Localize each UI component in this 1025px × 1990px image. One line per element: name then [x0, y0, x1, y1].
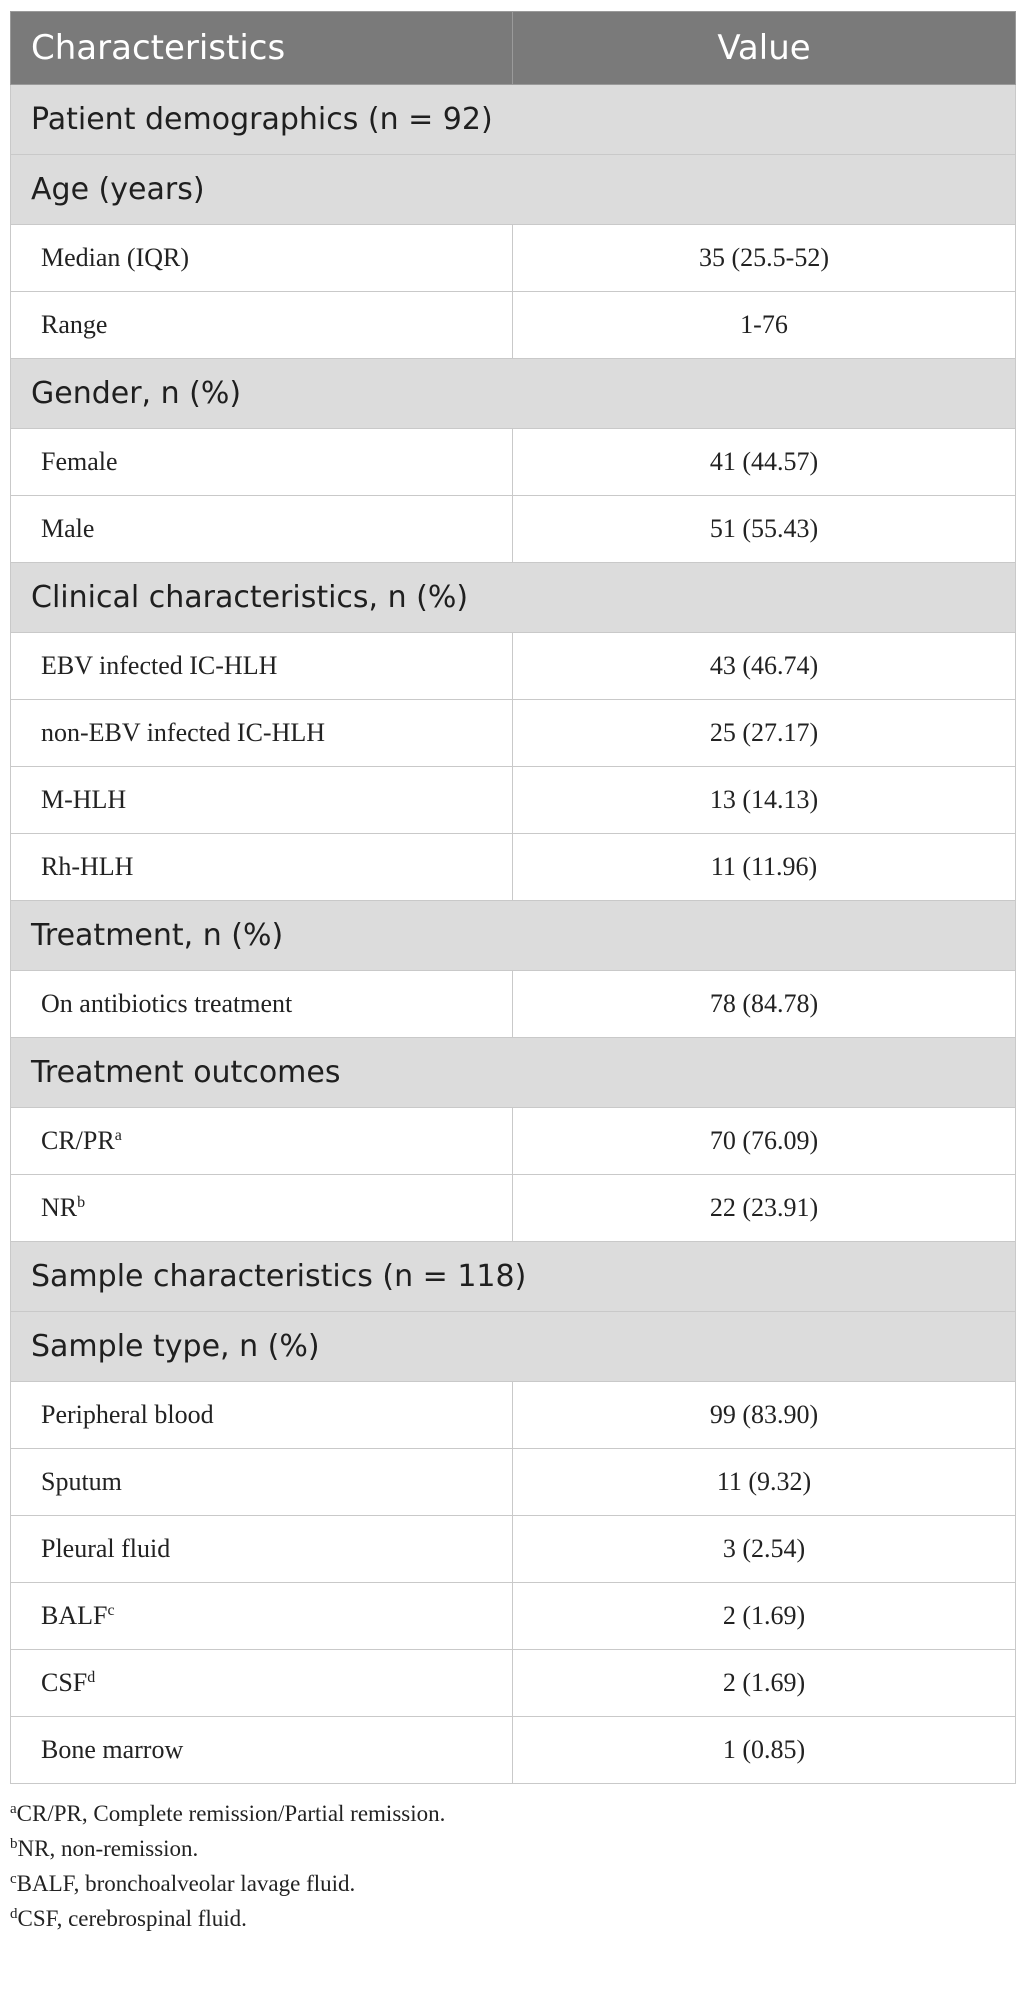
table-row	[11, 767, 1016, 834]
row-label-cell	[11, 1516, 513, 1583]
row-label: Male	[41, 514, 95, 543]
row-value: 25 (27.17)	[513, 700, 1016, 767]
row-label: non-EBV infected IC-HLH	[41, 718, 326, 747]
footnote-text: BALF, bronchoalveolar lavage fluid.	[16, 1871, 356, 1896]
footnote-marker: d	[87, 1669, 96, 1686]
section-heading: Age (years)	[11, 155, 1016, 225]
row-label-cell	[11, 1583, 513, 1650]
footnote-text: CSF, cerebrospinal fluid.	[17, 1906, 247, 1931]
section-heading: Sample characteristics (n = 118)	[11, 1242, 1016, 1312]
row-label: CSF	[41, 1668, 88, 1697]
section-row	[11, 563, 1016, 633]
row-label: M-HLH	[41, 785, 127, 814]
table-row	[11, 633, 1016, 700]
table-row	[11, 292, 1016, 359]
section-heading: Patient demographics (n = 92)	[11, 85, 1016, 155]
row-label-cell	[11, 225, 513, 292]
table-row	[11, 971, 1016, 1038]
section-row	[11, 901, 1016, 971]
table-row	[11, 429, 1016, 496]
row-label-cell	[11, 1449, 513, 1516]
row-label: EBV infected IC-HLH	[41, 651, 278, 680]
table-row	[11, 1516, 1016, 1583]
footnote-item	[10, 1901, 1015, 1936]
footnote-text: NR, non-remission.	[17, 1836, 199, 1861]
section-heading: Gender, n (%)	[11, 359, 1016, 429]
footnote-mark: d	[10, 1906, 18, 1922]
row-label-cell	[11, 633, 513, 700]
row-value: 3 (2.54)	[513, 1516, 1016, 1583]
table-row	[11, 225, 1016, 292]
row-label-cell	[11, 834, 513, 901]
row-label-cell	[11, 767, 513, 834]
table-row	[11, 834, 1016, 901]
row-label-cell	[11, 1108, 513, 1175]
row-value: 99 (83.90)	[513, 1382, 1016, 1449]
row-value: 51 (55.43)	[513, 496, 1016, 563]
section-row	[11, 359, 1016, 429]
row-label: Bone marrow	[41, 1735, 184, 1764]
characteristics-table-document	[10, 11, 1015, 1936]
table-row	[11, 1108, 1016, 1175]
row-label: Peripheral blood	[41, 1400, 214, 1429]
section-heading: Clinical characteristics, n (%)	[11, 563, 1016, 633]
section-heading: Treatment outcomes	[11, 1038, 1016, 1108]
row-label-cell	[11, 1382, 513, 1449]
characteristics-table	[10, 11, 1016, 1784]
footnotes	[10, 1796, 1015, 1936]
row-label-cell	[11, 429, 513, 496]
row-label: Pleural fluid	[41, 1534, 171, 1563]
table-row	[11, 1449, 1016, 1516]
row-label-cell	[11, 496, 513, 563]
row-label: BALF	[41, 1601, 108, 1630]
footnote-mark: c	[10, 1871, 17, 1887]
row-value: 2 (1.69)	[513, 1583, 1016, 1650]
footnote-marker: b	[77, 1194, 86, 1211]
table-row	[11, 700, 1016, 767]
row-value: 43 (46.74)	[513, 633, 1016, 700]
row-label-cell	[11, 1717, 513, 1784]
footnote-item	[10, 1831, 1015, 1866]
row-label-cell	[11, 700, 513, 767]
section-heading: Sample type, n (%)	[11, 1312, 1016, 1382]
footnote-marker: a	[114, 1127, 122, 1144]
header-characteristics: Characteristics	[11, 12, 513, 85]
row-label-cell	[11, 971, 513, 1038]
section-heading: Treatment, n (%)	[11, 901, 1016, 971]
row-label-cell	[11, 292, 513, 359]
row-label: Range	[41, 310, 108, 339]
footnote-mark: b	[10, 1836, 18, 1852]
row-label: Female	[41, 447, 118, 476]
row-label: CR/PR	[41, 1126, 115, 1155]
footnote-item	[10, 1796, 1015, 1831]
row-value: 2 (1.69)	[513, 1650, 1016, 1717]
row-label: On antibiotics treatment	[41, 989, 293, 1018]
row-label: Median (IQR)	[41, 243, 190, 272]
section-row	[11, 155, 1016, 225]
header-row	[11, 12, 1016, 85]
row-label: Rh-HLH	[41, 852, 134, 881]
section-row	[11, 1242, 1016, 1312]
table-row	[11, 1650, 1016, 1717]
row-value: 11 (9.32)	[513, 1449, 1016, 1516]
row-value: 1-76	[513, 292, 1016, 359]
section-row	[11, 85, 1016, 155]
row-label: NR	[41, 1193, 78, 1222]
footnote-marker: c	[107, 1602, 115, 1619]
table-row	[11, 496, 1016, 563]
header-value: Value	[513, 12, 1016, 85]
section-row	[11, 1038, 1016, 1108]
row-value: 41 (44.57)	[513, 429, 1016, 496]
row-value: 70 (76.09)	[513, 1108, 1016, 1175]
row-value: 22 (23.91)	[513, 1175, 1016, 1242]
table-row	[11, 1382, 1016, 1449]
table-row	[11, 1583, 1016, 1650]
row-value: 11 (11.96)	[513, 834, 1016, 901]
row-label-cell	[11, 1650, 513, 1717]
row-value: 13 (14.13)	[513, 767, 1016, 834]
row-value: 78 (84.78)	[513, 971, 1016, 1038]
section-row	[11, 1312, 1016, 1382]
row-label-cell	[11, 1175, 513, 1242]
row-value: 35 (25.5-52)	[513, 225, 1016, 292]
row-label: Sputum	[41, 1467, 122, 1496]
footnote-mark: a	[10, 1801, 17, 1817]
footnote-item	[10, 1866, 1015, 1901]
row-value: 1 (0.85)	[513, 1717, 1016, 1784]
table-body	[11, 85, 1016, 1784]
table-row	[11, 1717, 1016, 1784]
footnote-text: CR/PR, Complete remission/Partial remission.	[16, 1801, 446, 1826]
table-row	[11, 1175, 1016, 1242]
